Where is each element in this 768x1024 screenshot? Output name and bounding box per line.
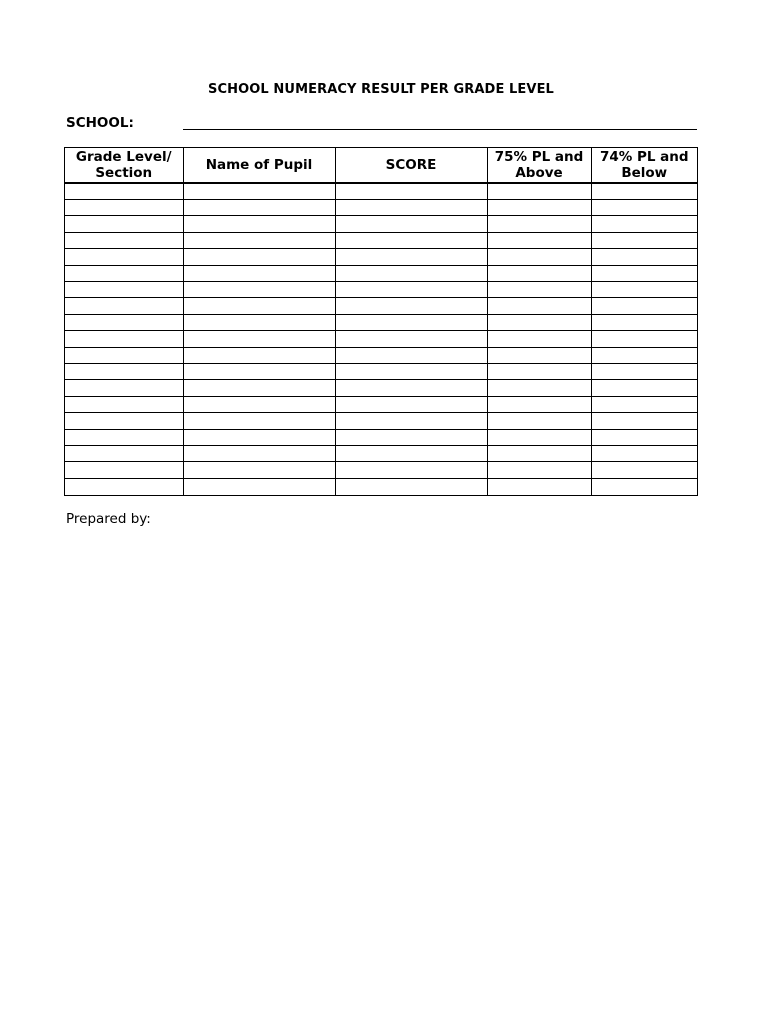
grade-section-cell[interactable] bbox=[65, 396, 183, 412]
header-line: Below bbox=[621, 165, 668, 181]
header-74-pl-and-below bbox=[591, 148, 697, 183]
pupil-name-cell[interactable] bbox=[183, 314, 335, 330]
header-75-pl-and-above bbox=[487, 148, 591, 183]
score-cell[interactable] bbox=[335, 462, 487, 478]
pupil-name-cell[interactable] bbox=[183, 232, 335, 248]
pl-74-below-cell[interactable] bbox=[591, 281, 697, 297]
pl-75-above-cell[interactable] bbox=[487, 363, 591, 379]
grade-section-cell[interactable] bbox=[65, 314, 183, 330]
pupil-name-cell[interactable] bbox=[183, 429, 335, 445]
grade-section-cell[interactable] bbox=[65, 281, 183, 297]
pl-75-above-cell[interactable] bbox=[487, 265, 591, 281]
table-row bbox=[65, 249, 697, 265]
header-line: Section bbox=[95, 165, 153, 181]
header-grade-level-section bbox=[65, 148, 183, 183]
pl-75-above-cell[interactable] bbox=[487, 413, 591, 429]
score-cell[interactable] bbox=[335, 265, 487, 281]
pl-74-below-cell[interactable] bbox=[591, 380, 697, 396]
pupil-name-cell[interactable] bbox=[183, 446, 335, 462]
grade-section-cell[interactable] bbox=[65, 380, 183, 396]
table-row bbox=[65, 380, 697, 396]
pupil-name-cell[interactable] bbox=[183, 331, 335, 347]
grade-section-cell[interactable] bbox=[65, 183, 183, 199]
prepared-by-label: Prepared by: bbox=[66, 511, 151, 527]
pl-74-below-cell[interactable] bbox=[591, 232, 697, 248]
table-row bbox=[65, 429, 697, 445]
table-row bbox=[65, 298, 697, 314]
score-cell[interactable] bbox=[335, 331, 487, 347]
pl-74-below-cell[interactable] bbox=[591, 249, 697, 265]
pl-75-above-cell[interactable] bbox=[487, 314, 591, 330]
pl-75-above-cell[interactable] bbox=[487, 216, 591, 232]
pupil-name-cell[interactable] bbox=[183, 298, 335, 314]
grade-section-cell[interactable] bbox=[65, 216, 183, 232]
pl-74-below-cell[interactable] bbox=[591, 265, 697, 281]
document-title: SCHOOL NUMERACY RESULT PER GRADE LEVEL bbox=[208, 82, 554, 97]
pupil-name-cell[interactable] bbox=[183, 462, 335, 478]
pupil-name-cell[interactable] bbox=[183, 363, 335, 379]
pl-74-below-cell[interactable] bbox=[591, 298, 697, 314]
school-field-line[interactable] bbox=[183, 129, 697, 130]
score-cell[interactable] bbox=[335, 298, 487, 314]
pl-75-above-cell[interactable] bbox=[487, 183, 591, 199]
score-cell[interactable] bbox=[335, 183, 487, 199]
grade-section-cell[interactable] bbox=[65, 249, 183, 265]
score-cell[interactable] bbox=[335, 478, 487, 495]
pl-75-above-cell[interactable] bbox=[487, 462, 591, 478]
table-row bbox=[65, 413, 697, 429]
table-row bbox=[65, 462, 697, 478]
grade-section-cell[interactable] bbox=[65, 265, 183, 281]
pupil-name-cell[interactable] bbox=[183, 281, 335, 297]
table-header-row bbox=[65, 148, 697, 183]
table-body bbox=[65, 183, 697, 495]
pl-75-above-cell[interactable] bbox=[487, 281, 591, 297]
table-row bbox=[65, 265, 697, 281]
header-line: Name of Pupil bbox=[205, 157, 313, 173]
pl-75-above-cell[interactable] bbox=[487, 331, 591, 347]
pl-74-below-cell[interactable] bbox=[591, 314, 697, 330]
pupil-name-cell[interactable] bbox=[183, 216, 335, 232]
header-line: Above bbox=[515, 165, 563, 181]
pl-75-above-cell[interactable] bbox=[487, 232, 591, 248]
pl-74-below-cell[interactable] bbox=[591, 199, 697, 215]
grade-section-cell[interactable] bbox=[65, 347, 183, 363]
pl-74-below-cell[interactable] bbox=[591, 446, 697, 462]
pupil-name-cell[interactable] bbox=[183, 347, 335, 363]
table-row bbox=[65, 363, 697, 379]
table-row bbox=[65, 183, 697, 199]
pupil-name-cell[interactable] bbox=[183, 199, 335, 215]
table-row bbox=[65, 396, 697, 412]
table-row bbox=[65, 478, 697, 495]
pupil-name-cell[interactable] bbox=[183, 183, 335, 199]
grade-section-cell[interactable] bbox=[65, 331, 183, 347]
score-cell[interactable] bbox=[335, 380, 487, 396]
score-cell[interactable] bbox=[335, 232, 487, 248]
pl-75-above-cell[interactable] bbox=[487, 396, 591, 412]
table-row bbox=[65, 216, 697, 232]
table-row bbox=[65, 314, 697, 330]
grade-section-cell[interactable] bbox=[65, 199, 183, 215]
score-cell[interactable] bbox=[335, 199, 487, 215]
pupil-name-cell[interactable] bbox=[183, 478, 335, 495]
table-row bbox=[65, 281, 697, 297]
grade-section-cell[interactable] bbox=[65, 446, 183, 462]
pl-74-below-cell[interactable] bbox=[591, 462, 697, 478]
header-name-of-pupil bbox=[183, 148, 335, 183]
pupil-name-cell[interactable] bbox=[183, 413, 335, 429]
grade-section-cell[interactable] bbox=[65, 298, 183, 314]
header-score bbox=[335, 148, 487, 183]
pl-74-below-cell[interactable] bbox=[591, 429, 697, 445]
pupil-name-cell[interactable] bbox=[183, 249, 335, 265]
score-cell[interactable] bbox=[335, 446, 487, 462]
pl-74-below-cell[interactable] bbox=[591, 413, 697, 429]
pl-75-above-cell[interactable] bbox=[487, 478, 591, 495]
pl-74-below-cell[interactable] bbox=[591, 183, 697, 199]
table-row bbox=[65, 446, 697, 462]
header-line: SCORE bbox=[385, 157, 437, 173]
pl-75-above-cell[interactable] bbox=[487, 298, 591, 314]
header-line: Grade Level/ bbox=[75, 149, 172, 165]
result-table-frame bbox=[64, 147, 698, 496]
score-cell[interactable] bbox=[335, 249, 487, 265]
pl-75-above-cell[interactable] bbox=[487, 446, 591, 462]
score-cell[interactable] bbox=[335, 281, 487, 297]
grade-section-cell[interactable] bbox=[65, 429, 183, 445]
score-cell[interactable] bbox=[335, 216, 487, 232]
school-label: SCHOOL: bbox=[66, 115, 134, 131]
pl-74-below-cell[interactable] bbox=[591, 216, 697, 232]
pupil-name-cell[interactable] bbox=[183, 265, 335, 281]
grade-section-cell[interactable] bbox=[65, 232, 183, 248]
table-row bbox=[65, 331, 697, 347]
pupil-name-cell[interactable] bbox=[183, 396, 335, 412]
table-row bbox=[65, 199, 697, 215]
pupil-name-cell[interactable] bbox=[183, 380, 335, 396]
score-cell[interactable] bbox=[335, 347, 487, 363]
pl-75-above-cell[interactable] bbox=[487, 347, 591, 363]
pl-74-below-cell[interactable] bbox=[591, 347, 697, 363]
score-cell[interactable] bbox=[335, 413, 487, 429]
header-line: 75% PL and bbox=[494, 149, 584, 165]
pl-74-below-cell[interactable] bbox=[591, 396, 697, 412]
score-cell[interactable] bbox=[335, 396, 487, 412]
grade-section-cell[interactable] bbox=[65, 478, 183, 495]
grade-section-cell[interactable] bbox=[65, 462, 183, 478]
result-table bbox=[65, 148, 697, 495]
table-row bbox=[65, 347, 697, 363]
pl-75-above-cell[interactable] bbox=[487, 429, 591, 445]
score-cell[interactable] bbox=[335, 363, 487, 379]
score-cell[interactable] bbox=[335, 314, 487, 330]
grade-section-cell[interactable] bbox=[65, 413, 183, 429]
pl-75-above-cell[interactable] bbox=[487, 380, 591, 396]
header-line: 74% PL and bbox=[599, 149, 689, 165]
grade-section-cell[interactable] bbox=[65, 363, 183, 379]
pl-74-below-cell[interactable] bbox=[591, 331, 697, 347]
table-row bbox=[65, 232, 697, 248]
pl-75-above-cell[interactable] bbox=[487, 249, 591, 265]
score-cell[interactable] bbox=[335, 429, 487, 445]
pl-75-above-cell[interactable] bbox=[487, 199, 591, 215]
pl-74-below-cell[interactable] bbox=[591, 478, 697, 495]
pl-74-below-cell[interactable] bbox=[591, 363, 697, 379]
